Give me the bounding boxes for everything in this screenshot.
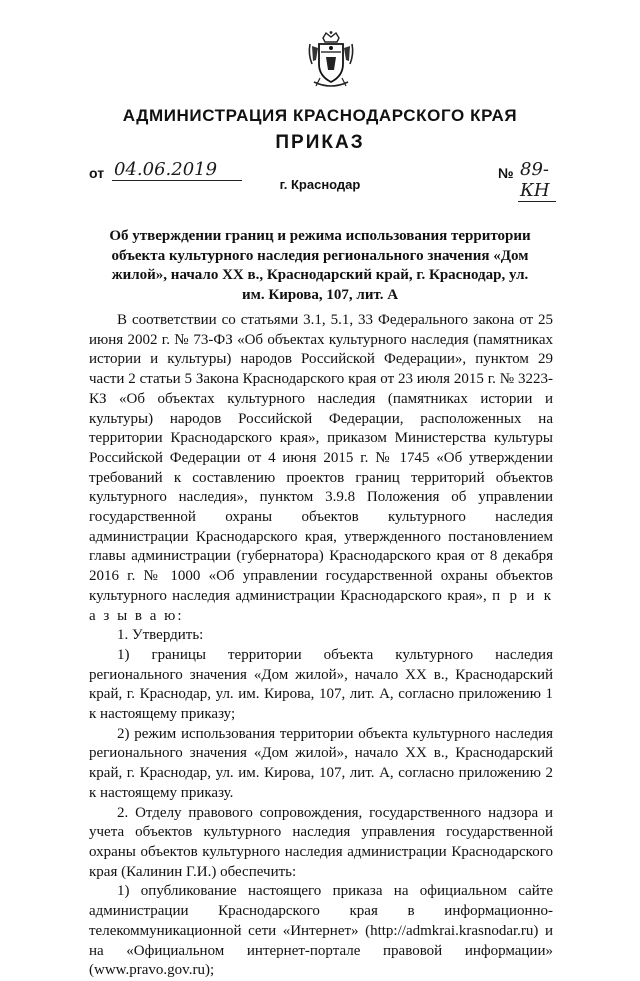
document-date: 04.06.2019 xyxy=(112,159,242,181)
date-prefix: от xyxy=(89,165,105,181)
document-city: г. Краснодар xyxy=(279,177,361,192)
number-prefix: № xyxy=(498,165,514,181)
preamble-text: В соответствии со статьями 3.1, 5.1, 33 Федерального закона от 25 июня 2002 г. № 73-ФЗ «Об объектах культурного наследия (памятниках истории и культуры) народов Российской Федерации», пунктом 29 части 2 статьи 5 Закона Краснодарского края от 23 июля 2015 г. № 3223-КЗ «Об объектах культурного наследия (памятниках истории и культуры) народов Российской Федерации, расположенных на территории Краснодарского края», приказом Министерства культуры Российской Федерации от 4 июня 2015 г. № 1745 «Об утверждении требований к составлению проектов границ территорий объектов культурного наследия», пунктом 3.9.8 Положения об управлении государственной охраны объектов культурного наследия администрации Краснодарского края, утвержденного постановлением главы администрации (губернатора) Краснодарского края от 8 декабря 2016 г. № 1000 «Об управлении государственной охраны объектов культурного наследия администрации Краснодарского края», xyxy=(89,312,553,604)
item-2-1: 1) опубликование настоящего приказа на официальном сайте администрации Краснодарского края в информационно-телекоммуникационной сети «Интернет» (http://admkrai.krasnodar.ru) и на «Официальном интернет-портале правовой информации» (www.pravo.gov.ru); xyxy=(89,883,553,979)
document-number: 89-КН xyxy=(518,159,556,202)
organization-name: АДМИНИСТРАЦИЯ КРАСНОДАРСКОГО КРАЯ xyxy=(122,106,518,125)
krasnodar-coat-of-arms-icon xyxy=(306,30,356,90)
item-1-1: 1) границы территории объекта культурного наследия регионального значения «Дом жилой», начало XX в., Краснодарский край, г. Краснодар, ул. им. Кирова, 107, лит. А, согласно приложению 1 к настоящему приказу; xyxy=(89,646,553,723)
item-2: 2. Отделу правового сопровождения, государственного надзора и учета объектов культурного наследия управления государственной охраны объектов культурного наследия администрации Краснодарского края (Калинин Г.И.) обеспечить: xyxy=(89,804,553,880)
document-body xyxy=(89,311,553,981)
preamble-paragraph xyxy=(89,311,553,626)
document-title: Об утверждении границ и режима использования территории объекта культурного наследия регионального значения «Дом жилой», начало XX в., Краснодарский край, г. Краснодар, ул. им. Кирова, 107, лит. А xyxy=(109,228,531,303)
document-type: ПРИКАЗ xyxy=(275,132,365,153)
item-1: 1. Утвердить: xyxy=(117,627,204,644)
item-1-2: 2) режим использования территории объекта культурного наследия регионального значения «Дом жилой», начало XX в., Краснодарский край, г. Краснодар, ул. им. Кирова, 107, лит. А, согласно приложению 2 к настоящему приказу. xyxy=(89,725,553,801)
orders-word: п р и к а з ы в а ю: xyxy=(89,587,553,624)
